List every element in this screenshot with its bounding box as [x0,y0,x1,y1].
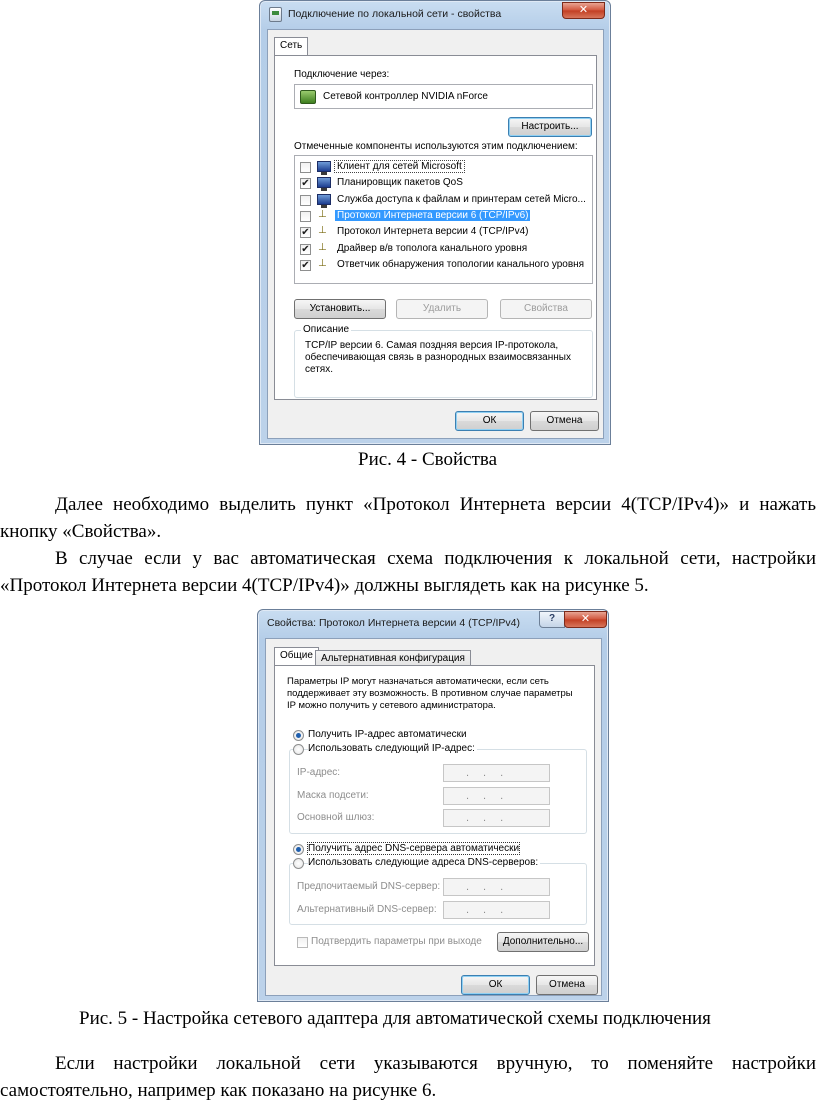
component-checkbox[interactable] [300,162,311,173]
manual-dns-label[interactable]: Использовать следующие адреса DNS-серверов: [308,857,539,868]
paragraph-1: Далее необходимо выделить пункт «Протокол Интернета версии 4(TCP/IPv4)» и нажать кнопку «Свойства». [0,494,816,542]
component-checkbox[interactable]: ✔ [301,178,310,190]
paragraph-2: В случае если у вас автоматическая схема подключения к локальной сети, настройки «Протокол Интернета версии 4(TCP/IPv4)» должны выглядеть как на рисунке 5. [0,548,816,596]
auto-ip-radio[interactable] [293,730,304,741]
component-row[interactable] [295,225,592,240]
ok-button[interactable]: ОК [461,975,530,995]
component-label: Драйвер в/в тополога канального уровня [337,242,528,254]
figure4-caption: Рис. 4 - Свойства [358,449,498,470]
auto-dns-label[interactable]: Получить адрес DNS-сервера автоматически [308,843,520,854]
preferred-dns-label: Предпочитаемый DNS-сервер: [297,881,441,892]
tab-network[interactable]: Сеть [274,37,308,56]
help-button[interactable]: ? [539,611,565,628]
figure4-client-area [267,29,604,439]
component-label: Служба доступа к файлам и принтерам сетей Micro... [337,193,586,205]
tab-alternate-config[interactable]: Альтернативная конфигурация [315,650,471,666]
components-label: Отмеченные компоненты используются этим подключением: [294,141,578,152]
figure4-tab-panel [274,55,597,400]
component-label: Протокол Интернета версии 4 (TCP/IPv4) [337,226,529,238]
figure5-titlebar [258,610,608,638]
alternate-dns-label: Альтернативный DNS-сервер: [297,904,437,915]
manual-dns-radio[interactable] [293,858,304,869]
uninstall-button[interactable]: Удалить [396,299,488,319]
close-button[interactable]: ✕ [564,611,607,628]
component-row[interactable] [295,242,592,257]
figure5-client-area [265,638,602,996]
protocol-icon: ⊥ [318,257,326,269]
component-checkbox[interactable]: ✔ [301,243,310,255]
component-row[interactable] [295,209,592,224]
network-service-icon [317,177,331,188]
component-label: Планировщик пакетов QoS [337,177,463,189]
ok-button[interactable]: ОК [455,411,524,431]
cancel-button[interactable]: Отмена [530,411,599,431]
network-service-icon [317,194,331,205]
description-group [294,324,593,398]
description-text: TCP/IP версии 6. Самая поздняя версия IP-протокола, обеспечивающая связь в разнородных взаимосвязанных сетях. [305,340,571,375]
validate-checkbox[interactable] [297,937,308,948]
figure5-caption: Рис. 5 - Настройка сетевого адаптера для автоматической схемы подключения [79,1008,711,1029]
component-label: Клиент для сетей Microsoft [337,161,462,172]
auto-dns-radio[interactable] [293,844,304,855]
components-list[interactable] [294,155,593,284]
ip-address-field[interactable]: ... [443,764,550,782]
subnet-mask-field[interactable]: ... [443,787,550,805]
ip-address-label: IP-адрес: [297,767,341,778]
component-label: Ответчик обнаружения топологии канального уровня [337,258,585,270]
component-row[interactable] [295,160,592,175]
figure5-window-title: Свойства: Протокол Интернета версии 4 (TCP/IPv4) [267,617,520,629]
component-label: Протокол Интернета версии 6 (TCP/IPv6) [337,209,529,221]
component-checkbox[interactable]: ✔ [301,259,310,271]
auto-ip-label[interactable]: Получить IP-адрес автоматически [308,729,467,740]
network-adapter-icon [300,90,316,104]
properties-button[interactable]: Свойства [500,299,592,319]
component-row[interactable] [295,258,592,273]
cancel-button[interactable]: Отмена [536,975,598,995]
close-button[interactable]: ✕ [562,2,605,19]
component-checkbox[interactable] [300,211,311,222]
manual-ip-label[interactable]: Использовать следующий IP-адрес: [308,743,475,754]
install-button[interactable]: Установить... [294,299,386,319]
gateway-field[interactable]: ... [443,809,550,827]
network-connection-icon [269,7,282,22]
tab-general[interactable]: Общие [274,647,319,666]
advanced-button[interactable]: Дополнительно... [497,932,589,952]
validate-label[interactable]: Подтвердить параметры при выходе [311,936,482,947]
connect-using-label: Подключение через: [294,69,390,80]
component-row[interactable] [295,176,592,191]
paragraph-3: Если настройки локальной сети указываются вручную, то поменяйте настройки самостоятельно, например как показано на рисунке 6. [0,1053,816,1101]
manual-ip-radio[interactable] [293,744,304,755]
preferred-dns-field[interactable]: ... [443,878,550,896]
protocol-icon: ⊥ [318,241,326,253]
protocol-icon: ⊥ [318,225,326,237]
figure4-window [259,0,611,445]
figure4-titlebar [260,1,610,29]
description-label: Описание [303,324,350,335]
component-checkbox[interactable]: ✔ [301,227,310,239]
figure5-window [257,609,609,1002]
component-row[interactable] [295,193,592,208]
configure-button[interactable]: Настроить... [508,117,592,137]
subnet-mask-label: Маска подсети: [297,790,369,801]
gateway-label: Основной шлюз: [297,812,375,823]
adapter-box [294,84,593,109]
figure5-tab-panel [274,665,595,966]
protocol-icon: ⊥ [318,208,326,220]
network-client-icon [317,161,331,172]
component-checkbox[interactable] [300,195,311,206]
intro-text: Параметры IP могут назначаться автоматически, если сеть поддерживает эту возможность. В противном случае параметры IP можно получить у сетевого администратора. [287,676,573,711]
figure4-window-title: Подключение по локальной сети - свойства [288,8,502,20]
alternate-dns-field[interactable]: ... [443,901,550,919]
adapter-name: Сетевой контроллер NVIDIA nForce [323,91,488,102]
